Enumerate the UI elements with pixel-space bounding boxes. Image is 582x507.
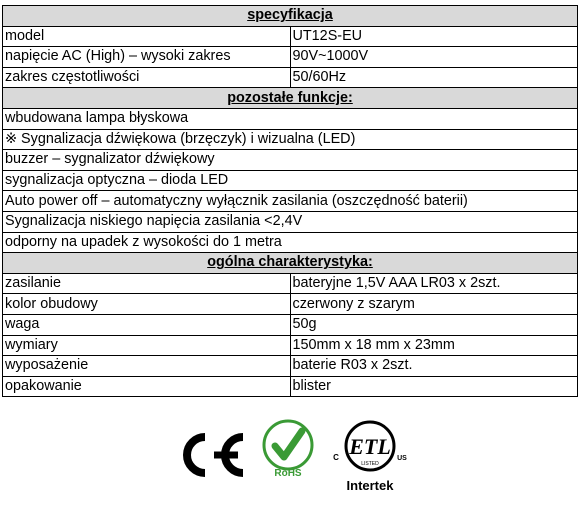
table-row: [3, 335, 578, 356]
table-row: [3, 314, 578, 335]
specification-table: [2, 5, 578, 397]
row-label: model: [3, 26, 291, 47]
row-value: UT12S-EU: [290, 26, 578, 47]
row-value: baterie R03 x 2szt.: [290, 356, 578, 377]
row-value: blister: [290, 376, 578, 397]
certification-logos: [0, 418, 582, 507]
section-header-row: [3, 88, 578, 109]
table-row: [3, 170, 578, 191]
ce-mark-icon: [172, 430, 246, 480]
table-row: [3, 67, 578, 88]
table-row: [3, 150, 578, 171]
feature-line: ※ Sygnalizacja dźwiękowa (brzęczyk) i wizualna (LED): [3, 129, 578, 150]
rohs-label: RoHS: [274, 468, 302, 479]
intertek-label: Intertek: [346, 478, 394, 493]
section-header-row: [3, 253, 578, 274]
table-row: [3, 211, 578, 232]
table-row: [3, 129, 578, 150]
row-value: 50g: [290, 314, 578, 335]
table-row: [3, 108, 578, 129]
table-row: [3, 356, 578, 377]
rohs-check-icon: [262, 419, 314, 471]
row-value: bateryjne 1,5V AAA LR03 x 2szt.: [290, 273, 578, 294]
table-row: [3, 294, 578, 315]
row-label: waga: [3, 314, 291, 335]
feature-line: sygnalizacja optyczna – dioda LED: [3, 170, 578, 191]
row-value: 90V~1000V: [290, 47, 578, 68]
table-row: [3, 26, 578, 47]
svg-text:ETL: ETL: [349, 434, 391, 459]
etl-us-text: US: [397, 455, 407, 462]
section-header-row: [3, 6, 578, 27]
table-row: [3, 273, 578, 294]
section-header-pozostale-funkcje: pozostałe funkcje:: [3, 88, 578, 109]
row-label: napięcie AC (High) – wysoki zakres: [3, 47, 291, 68]
row-value: 150mm x 18 mm x 23mm: [290, 335, 578, 356]
feature-line: Sygnalizacja niskiego napięcia zasilania <2,4V: [3, 211, 578, 232]
etl-listed-small-text: LISTED: [361, 461, 379, 467]
table-row: [3, 47, 578, 68]
feature-line: buzzer – sygnalizator dźwiękowy: [3, 150, 578, 171]
row-value: czerwony z szarym: [290, 294, 578, 315]
feature-line: odporny na upadek z wysokości do 1 metra: [3, 232, 578, 253]
etl-listed-logo: [330, 418, 410, 498]
row-value: 50/60Hz: [290, 67, 578, 88]
rohs-logo: [262, 419, 314, 483]
table-row: [3, 232, 578, 253]
row-label: zakres częstotliwości: [3, 67, 291, 88]
row-label: wyposażenie: [3, 356, 291, 377]
feature-line: wbudowana lampa błyskowa: [3, 108, 578, 129]
etl-c-text: C: [333, 453, 339, 462]
etl-listed-icon: [330, 418, 410, 476]
section-header-ogolna-charakterystyka: ogólna charakterystyka:: [3, 253, 578, 274]
section-header-specyfikacja: specyfikacja: [3, 6, 578, 27]
row-label: zasilanie: [3, 273, 291, 294]
row-label: kolor obudowy: [3, 294, 291, 315]
table-row: [3, 376, 578, 397]
feature-line: Auto power off – automatyczny wyłącznik zasilania (oszczędność baterii): [3, 191, 578, 212]
row-label: opakowanie: [3, 376, 291, 397]
row-label: wymiary: [3, 335, 291, 356]
table-row: [3, 191, 578, 212]
